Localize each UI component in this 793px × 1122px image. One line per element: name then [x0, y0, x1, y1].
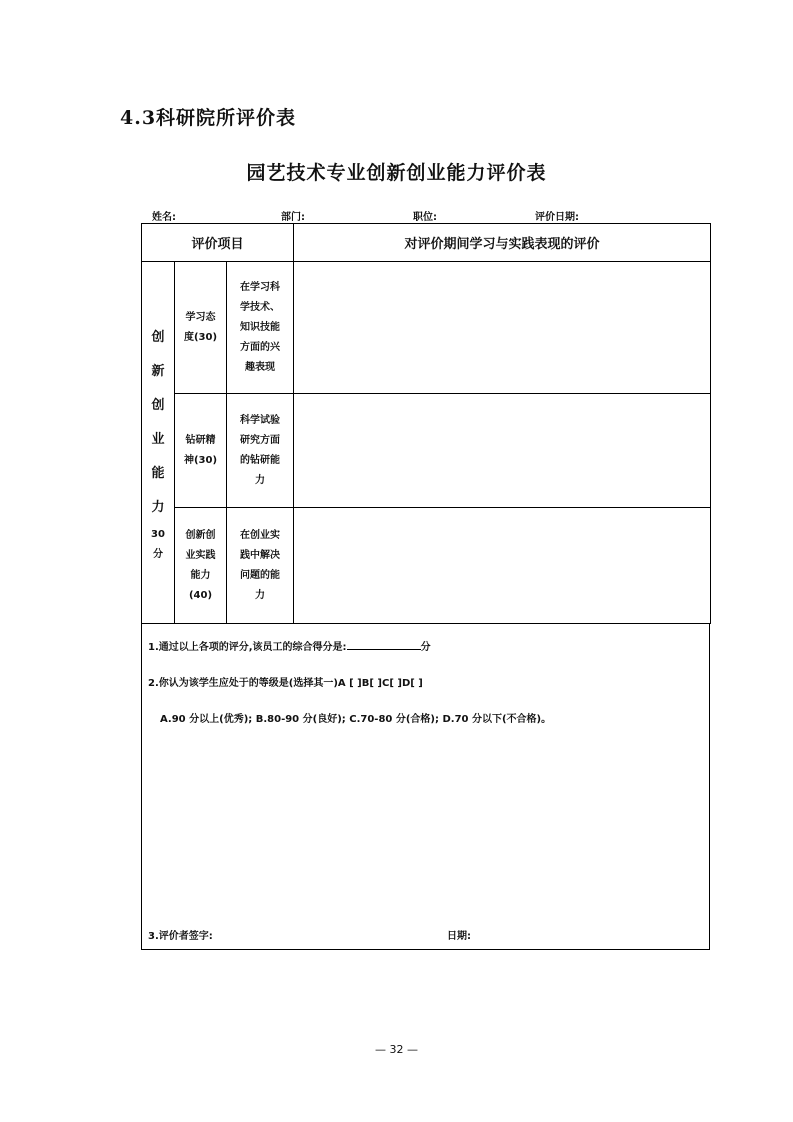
description-line: 趣表现 — [245, 361, 275, 373]
table-row — [142, 262, 711, 394]
description-line: 力 — [255, 474, 265, 486]
description-line: 学技术、 — [240, 301, 280, 313]
item-line: 神(30) — [183, 454, 218, 466]
description-line: 在创业实 — [240, 529, 280, 541]
header-evaluation-comments: 对评价期间学习与实践表现的评价 — [294, 224, 711, 262]
category-char: 能 — [151, 465, 165, 481]
item-line: (40) — [188, 589, 213, 601]
description-line: 研究方面 — [240, 434, 280, 446]
description-line: 方面的兴 — [240, 341, 280, 353]
category-char: 力 — [151, 499, 165, 515]
category-char: 新 — [151, 363, 165, 379]
evaluation-input-cell[interactable] — [294, 262, 711, 394]
description-line: 问题的能 — [240, 569, 280, 581]
item-line: 学习态 — [185, 311, 216, 323]
item-line: 创新创 — [185, 529, 216, 541]
page-number: — 32 — — [375, 1043, 418, 1056]
category-points-unit: 分 — [153, 548, 163, 560]
grade-question: 2.你认为该学生应处于的等级是(选择其一)A [ ]B[ ]C[ ]D[ ] — [148, 678, 423, 689]
table-row — [142, 394, 711, 508]
evaluation-form — [141, 223, 710, 950]
department-label: 部门: — [281, 212, 305, 223]
position-label: 职位: — [413, 212, 437, 223]
description-line: 的钻研能 — [240, 454, 280, 466]
description-line: 力 — [255, 589, 265, 601]
name-label: 姓名: — [152, 212, 176, 223]
item-line: 钻研精 — [185, 434, 216, 446]
evaluation-table — [141, 223, 711, 624]
evaluation-date-label: 评价日期: — [535, 212, 579, 223]
item-cell-research-spirit — [175, 394, 227, 508]
signature-date-label: 日期: — [447, 931, 471, 942]
total-score-unit: 分 — [420, 642, 431, 653]
category-char: 创 — [151, 397, 165, 413]
description-cell — [227, 394, 294, 508]
table-header-row — [142, 224, 711, 262]
description-line: 践中解决 — [240, 549, 280, 561]
total-score-label: 1.通过以上各项的评分,该员工的综合得分是: — [148, 642, 347, 653]
item-line: 业实践 — [185, 549, 216, 561]
description-line: 科学试验 — [240, 414, 280, 426]
item-cell-practice-ability — [175, 508, 227, 624]
evaluator-signature-label: 3.评价者签字: — [148, 931, 213, 942]
category-points: 30 — [151, 528, 165, 540]
item-cell-learning-attitude — [175, 262, 227, 394]
item-line: 能力 — [190, 569, 211, 581]
category-char: 业 — [151, 431, 165, 447]
form-title: 园艺技术专业创新创业能力评价表 — [246, 162, 547, 184]
grade-options: A.90 分以上(优秀); B.80-90 分(良好); C.70-80 分(合格); D.70 分以下(不合格)。 — [160, 714, 552, 725]
section-heading: 4.3科研院所评价表 — [120, 107, 297, 129]
category-cell — [142, 262, 175, 624]
item-line: 度(30) — [183, 331, 218, 343]
description-line: 知识技能 — [240, 321, 280, 333]
total-score-blank[interactable] — [347, 638, 421, 650]
description-line: 在学习科 — [240, 281, 280, 293]
description-cell — [227, 262, 294, 394]
summary-box — [141, 624, 710, 950]
evaluation-input-cell[interactable] — [294, 508, 711, 624]
header-evaluation-items: 评价项目 — [142, 224, 294, 262]
table-row — [142, 508, 711, 624]
total-score-question — [148, 638, 431, 653]
evaluation-input-cell[interactable] — [294, 394, 711, 508]
description-cell — [227, 508, 294, 624]
category-char: 创 — [151, 329, 165, 345]
